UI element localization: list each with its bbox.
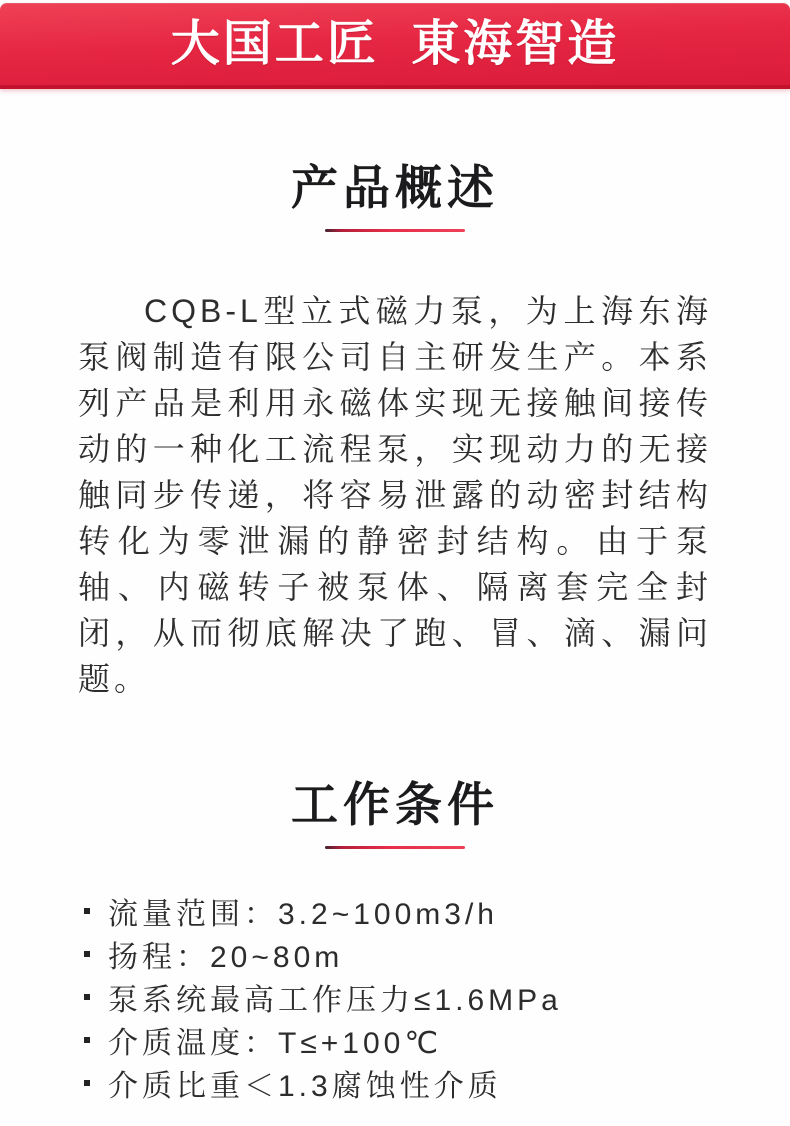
list-item-label: 泵系统最高工作压力≤1.6MPa	[108, 983, 562, 1017]
list-item-label: 扬程：20~80m	[108, 940, 344, 974]
bullet-icon	[84, 908, 90, 914]
list-item	[84, 895, 790, 931]
list-item-label: 介质比重＜1.3腐蚀性介质	[108, 1069, 502, 1103]
heading-underline	[325, 229, 465, 232]
list-item	[84, 938, 790, 974]
list-item	[84, 981, 790, 1017]
banner-title: 大国工匠 東海智造	[170, 17, 620, 71]
section-product-overview	[0, 161, 790, 702]
bullet-icon	[84, 994, 90, 1000]
overview-heading: 产品概述	[291, 161, 499, 214]
list-item	[84, 1024, 790, 1060]
list-item	[84, 1067, 790, 1103]
overview-heading-block	[0, 161, 790, 232]
conditions-heading: 工作条件	[291, 778, 499, 832]
brand-banner	[0, 3, 790, 89]
list-item-label: 介质温度：T≤+100℃	[108, 1026, 443, 1060]
bullet-icon	[84, 1080, 90, 1086]
overview-paragraph: CQB-L型立式磁力泵，为上海东海泵阀制造有限公司自主研发生产。本系列产品是利用永磁体实现无接触间接传动的一种化工流程泵，实现动力的无接触同步传递，将容易泄露的动密封结构转化为零泄漏的静密封结构。由于泵轴、内磁转子被泵体、隔离套完全封闭，从而彻底解决了跑、冒、滴、漏问题。	[78, 293, 712, 698]
conditions-list	[84, 895, 790, 1103]
bullet-icon	[84, 1037, 90, 1043]
section-working-conditions	[0, 778, 790, 1103]
bullet-icon	[84, 951, 90, 957]
heading-underline	[325, 846, 465, 849]
list-item-label: 流量范围：3.2~100m3/h	[108, 897, 498, 931]
conditions-heading-block	[0, 778, 790, 849]
